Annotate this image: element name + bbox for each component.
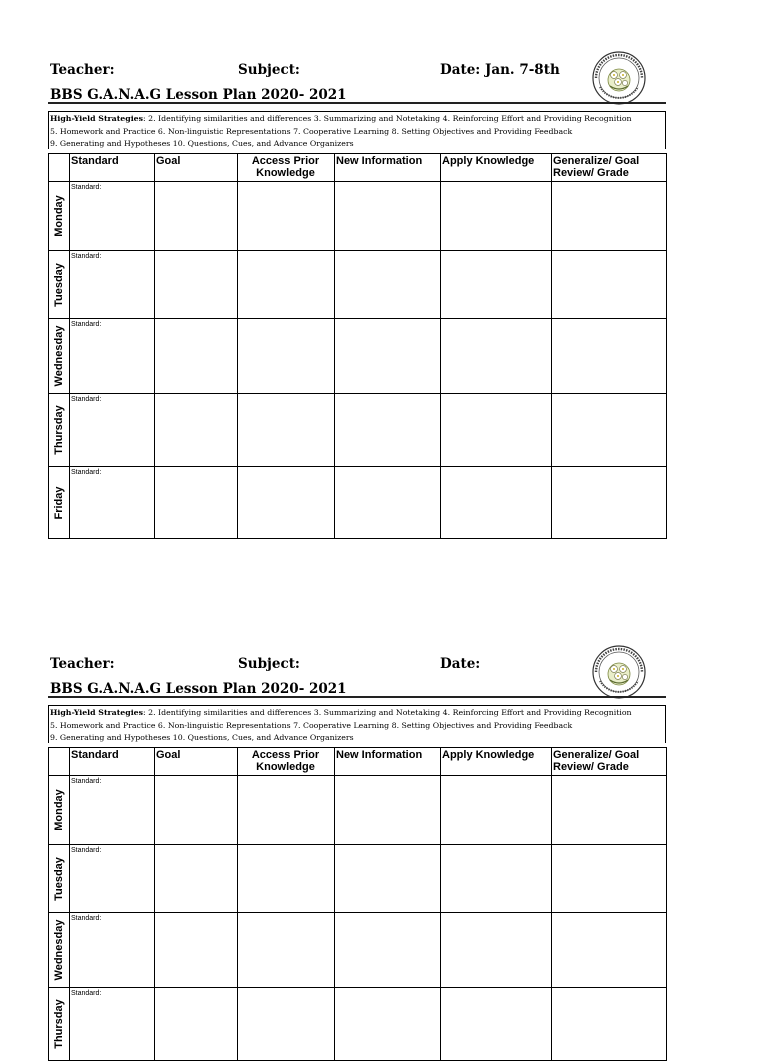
col-generalize-goal-review-grade: Generalize/ Goal Review/ Grade: [552, 748, 667, 776]
day-header-cell: [49, 748, 70, 776]
standard-label: Standard:: [71, 253, 102, 260]
col-access-prior-knowledge: Access Prior Knowledge: [238, 748, 335, 776]
new-info-cell[interactable]: [335, 467, 441, 539]
apply-cell[interactable]: [441, 467, 552, 539]
strategies-line-3: 9. Generating and Hypotheses 10. Questions, Cues, and Advance Organizers: [50, 733, 354, 742]
standard-cell[interactable]: [70, 319, 155, 394]
strategies-box: [48, 111, 666, 149]
standard-cell[interactable]: [70, 251, 155, 319]
strategies-label: High-Yield Strategies: [50, 114, 144, 123]
goal-cell[interactable]: [155, 182, 238, 251]
standard-label: Standard:: [71, 990, 102, 997]
teacher-label: Teacher:: [50, 62, 115, 78]
standard-label: Standard:: [71, 847, 102, 854]
generalize-cell[interactable]: [552, 845, 667, 913]
standard-label: Standard:: [71, 184, 102, 191]
apply-cell[interactable]: [441, 394, 552, 467]
col-generalize-goal-review-grade: Generalize/ Goal Review/ Grade: [552, 154, 667, 182]
col-apply-knowledge: Apply Knowledge: [441, 154, 552, 182]
day-label-thursday: Thursday: [49, 988, 70, 1061]
table-row: [49, 988, 667, 1061]
table-header-row: [49, 748, 667, 776]
date-label: Date:: [440, 656, 481, 672]
day-label-thursday: Thursday: [49, 394, 70, 467]
day-label-wednesday: Wednesday: [49, 913, 70, 988]
goal-cell[interactable]: [155, 913, 238, 988]
standard-label: Standard:: [71, 469, 102, 476]
col-standard: Standard: [70, 154, 155, 182]
teacher-label: Teacher:: [50, 656, 115, 672]
goal-cell[interactable]: [155, 988, 238, 1061]
day-label-wednesday: Wednesday: [49, 319, 70, 394]
apply-cell[interactable]: [441, 988, 552, 1061]
strategies-label: High-Yield Strategies: [50, 708, 144, 717]
new-info-cell[interactable]: [335, 913, 441, 988]
strategies-box: [48, 705, 666, 743]
plan-title: BBS G.A.N.A.G Lesson Plan 2020- 2021: [50, 681, 347, 697]
strategies-line-1: : 2. Identifying similarities and differences 3. Summarizing and Notetaking 4. Reinforcing Effort and Providing Recognition: [143, 114, 632, 123]
apply-cell[interactable]: [441, 776, 552, 845]
table-row: [49, 394, 667, 467]
generalize-cell[interactable]: [552, 319, 667, 394]
apply-cell[interactable]: [441, 913, 552, 988]
generalize-cell[interactable]: [552, 467, 667, 539]
new-info-cell[interactable]: [335, 776, 441, 845]
standard-cell[interactable]: [70, 467, 155, 539]
strategies-line-2: 5. Homework and Practice 6. Non-linguistic Representations 7. Cooperative Learning 8. Setting Objectives and Providing Feedback: [50, 720, 573, 730]
standard-cell[interactable]: [70, 988, 155, 1061]
table-row: [49, 251, 667, 319]
strategies-line-3: 9. Generating and Hypotheses 10. Questions, Cues, and Advance Organizers: [50, 139, 354, 148]
table-row: [49, 913, 667, 988]
access-prior-cell[interactable]: [238, 776, 335, 845]
access-prior-cell[interactable]: [238, 319, 335, 394]
col-new-information: New Information: [335, 748, 441, 776]
school-seal-icon: [592, 51, 646, 105]
new-info-cell[interactable]: [335, 182, 441, 251]
apply-cell[interactable]: [441, 319, 552, 394]
apply-cell[interactable]: [441, 845, 552, 913]
strategies-line-1: : 2. Identifying similarities and differences 3. Summarizing and Notetaking 4. Reinforcing Effort and Providing Recognition: [143, 708, 632, 717]
header-rule: [48, 102, 666, 104]
apply-cell[interactable]: [441, 182, 552, 251]
access-prior-cell[interactable]: [238, 251, 335, 319]
table-row: [49, 845, 667, 913]
lesson-table: [48, 747, 667, 1061]
generalize-cell[interactable]: [552, 913, 667, 988]
access-prior-cell[interactable]: [238, 182, 335, 251]
table-row: [49, 319, 667, 394]
standard-label: Standard:: [71, 321, 102, 328]
standard-label: Standard:: [71, 778, 102, 785]
col-standard: Standard: [70, 748, 155, 776]
standard-label: Standard:: [71, 915, 102, 922]
col-access-prior-knowledge: Access Prior Knowledge: [238, 154, 335, 182]
access-prior-cell[interactable]: [238, 394, 335, 467]
table-header-row: [49, 154, 667, 182]
goal-cell[interactable]: [155, 251, 238, 319]
standard-label: Standard:: [71, 396, 102, 403]
standard-cell[interactable]: [70, 182, 155, 251]
access-prior-cell[interactable]: [238, 467, 335, 539]
lesson-table: [48, 153, 667, 539]
standard-cell[interactable]: [70, 913, 155, 988]
standard-cell[interactable]: [70, 845, 155, 913]
goal-cell[interactable]: [155, 776, 238, 845]
subject-label: Subject:: [238, 656, 300, 672]
col-new-information: New Information: [335, 154, 441, 182]
day-label-tuesday: Tuesday: [49, 845, 70, 913]
school-seal-icon: [592, 645, 646, 699]
standard-cell[interactable]: [70, 776, 155, 845]
day-label-tuesday: Tuesday: [49, 251, 70, 319]
day-label-monday: Monday: [49, 776, 70, 845]
subject-label: Subject:: [238, 62, 300, 78]
apply-cell[interactable]: [441, 251, 552, 319]
generalize-cell[interactable]: [552, 182, 667, 251]
generalize-cell[interactable]: [552, 394, 667, 467]
day-label-monday: Monday: [49, 182, 70, 251]
header-rule: [48, 696, 666, 698]
generalize-cell[interactable]: [552, 988, 667, 1061]
table-row: [49, 182, 667, 251]
goal-cell[interactable]: [155, 394, 238, 467]
generalize-cell[interactable]: [552, 776, 667, 845]
new-info-cell[interactable]: [335, 251, 441, 319]
day-header-cell: [49, 154, 70, 182]
goal-cell[interactable]: [155, 845, 238, 913]
standard-cell[interactable]: [70, 394, 155, 467]
table-row: [49, 776, 667, 845]
goal-cell[interactable]: [155, 467, 238, 539]
access-prior-cell[interactable]: [238, 913, 335, 988]
new-info-cell[interactable]: [335, 845, 441, 913]
access-prior-cell[interactable]: [238, 845, 335, 913]
table-row: [49, 467, 667, 539]
col-goal: Goal: [155, 154, 238, 182]
day-label-friday: Friday: [49, 467, 70, 539]
access-prior-cell[interactable]: [238, 988, 335, 1061]
goal-cell[interactable]: [155, 319, 238, 394]
col-apply-knowledge: Apply Knowledge: [441, 748, 552, 776]
new-info-cell[interactable]: [335, 394, 441, 467]
generalize-cell[interactable]: [552, 251, 667, 319]
new-info-cell[interactable]: [335, 988, 441, 1061]
date-label: Date: Jan. 7-8th: [440, 62, 560, 78]
new-info-cell[interactable]: [335, 319, 441, 394]
col-goal: Goal: [155, 748, 238, 776]
strategies-line-2: 5. Homework and Practice 6. Non-linguistic Representations 7. Cooperative Learning 8. Setting Objectives and Providing Feedback: [50, 126, 573, 136]
plan-title: BBS G.A.N.A.G Lesson Plan 2020- 2021: [50, 87, 347, 103]
